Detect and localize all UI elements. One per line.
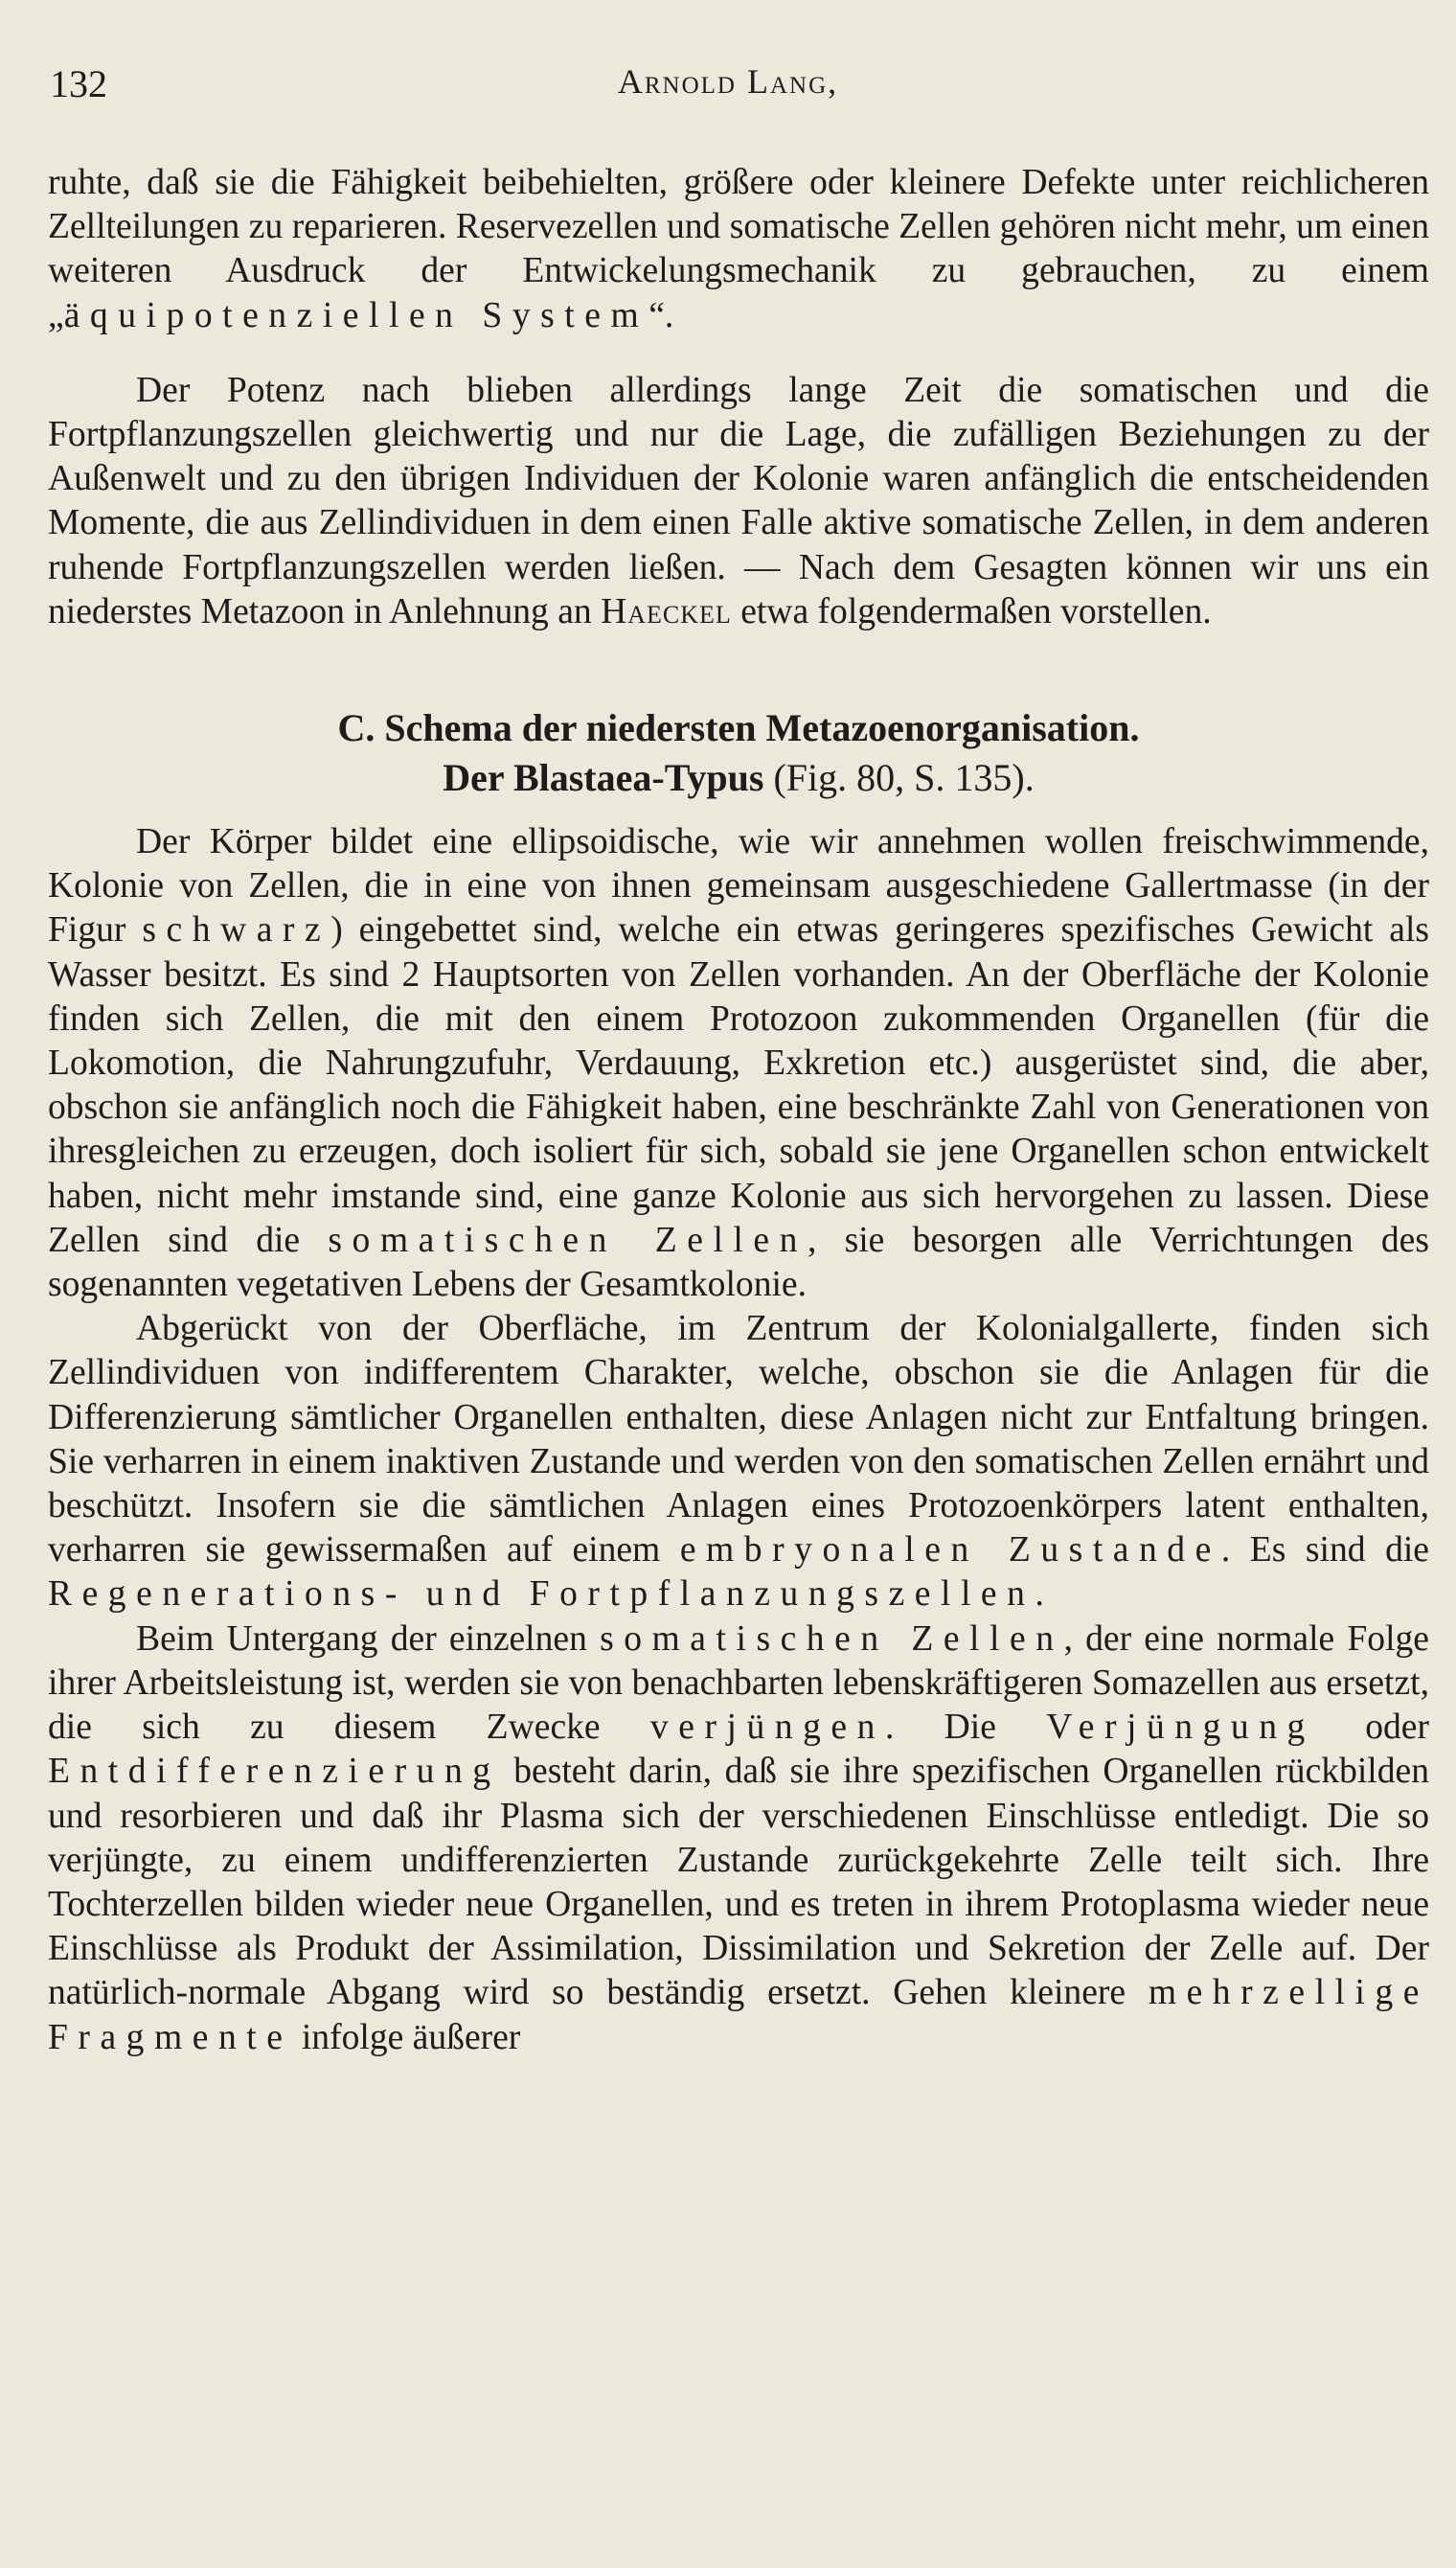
emphasis-spaced: äquipotenziellen System	[63, 295, 649, 335]
emphasis-spaced: verjüngen	[649, 1708, 885, 1748]
emphasis-spaced: somatischen Zellen	[600, 1618, 1064, 1659]
emphasis-spaced: somatischen Zellen	[328, 1220, 808, 1260]
section-subtitle: Der Blastaea-Typus	[443, 756, 764, 800]
paragraph-2	[48, 369, 1429, 634]
emphasis-spaced: embryonalen Zustande	[679, 1530, 1221, 1571]
page-header	[50, 61, 1406, 119]
text-run: , der eine normale Folge ihrer Arbeitsleistung ist, werden sie von benachbarten lebenskräftigeren Somazellen aus ersetzt, die sich zu diesem Zwecke	[48, 1618, 1429, 1748]
figure-reference: (Fig. 80, S. 135).	[773, 756, 1035, 800]
emphasis-spaced: Regenerations- und Fortpflanzungszellen	[48, 1574, 1035, 1615]
text-run: etwa folgendermaßen vorstellen.	[731, 591, 1212, 631]
text-run: “.	[648, 295, 674, 335]
text-run: . Es sind die	[1220, 1530, 1429, 1571]
text-run: . Die	[884, 1708, 1047, 1748]
text-run: besteht darin, daß sie ihre spezifischen Organellen rückbilden und resorbieren und daß ihr Plasma sich der verschiedenen Einschlüsse entledigt. Die so verjüngte, zu einem undifferenzierten Zustande zurückgekehrte Zelle teilt sich. Ihre Tochterzellen bilden wieder neue Organellen, und es treten in ihrem Protoplasma wieder neue Einschlüsse als Produkt der Assimilation, Dissimilation und Sekretion der Zelle auf. Der natürlich-normale Abgang wird so beständig ersetzt. Gehen kleinere	[48, 1752, 1429, 2013]
paragraph-4	[48, 1307, 1429, 1616]
paragraph-3	[48, 820, 1429, 1307]
page-number: 132	[50, 62, 107, 105]
emphasis-spaced: Entdifferenzierung	[48, 1752, 501, 1792]
text-run: Der Potenz nach blieben allerdings lange Zeit die somatischen und die Fortpflanzungszellen gleichwertig und nur die Lage, die zufälligen Beziehungen zu der Außenwelt und zu den übrigen Individuen der Kolonie waren anfänglich die entscheidenden Momente, die aus Zellindividuen in dem einen Falle aktive somatische Zellen, in dem anderen ruhende Fortpflanzungszellen werden ließen. — Nach dem Gesagten können wir uns ein niederstes Metazoon in Anlehnung an	[48, 370, 1429, 631]
emphasis-spaced: mehrzellige Fragmente	[48, 1973, 1429, 2057]
running-head: Arnold Lang,	[617, 62, 839, 101]
emphasis-spaced: Verjüngung	[1046, 1708, 1315, 1748]
text-run: oder	[1314, 1708, 1429, 1748]
section-title: C. Schema der niedersten Metazoenorganisation.	[337, 706, 1140, 750]
author-name: Haeckel	[601, 591, 732, 631]
section-subtitle-line	[48, 753, 1429, 803]
paragraph-5	[48, 1617, 1429, 2060]
text-run: Der Körper bildet eine ellipsoidische, wie wir annehmen wollen freischwimmende, Kolonie von Zellen, die in eine von ihnen gemeinsam ausgeschiedene Gallertmasse (in der Figur	[48, 822, 1429, 951]
text-run: Abgerückt von der Oberfläche, im Zentrum der Kolonialgallerte, finden sich Zellindividuen von indifferentem Charakter, welche, obschon sie die Anlagen für die Differenzierung sämtlicher Organellen enthalten, diese Anlagen nicht zur Entfaltung bringen. Sie verharren in einem inaktiven Zustande und werden von den somatischen Zellen ernährt und beschützt. Insofern sie die sämtlichen Anlagen eines Protozoenkörpers latent enthalten, verharren sie gewissermaßen auf einem	[48, 1309, 1429, 1571]
text-run: .	[1035, 1574, 1044, 1615]
paragraph-gap	[48, 338, 1429, 369]
page-body	[48, 161, 1429, 2060]
text-run: ruhte, daß sie die Fähigkeit beibehielten, größere oder kleinere Defekte unter reichlicheren Zellteilungen zu reparieren. Reservezellen und somatische Zellen gehören nicht mehr, um einen weiteren Ausdruck der Entwickelungsmechanik zu gebrauchen, zu einem „	[48, 163, 1429, 335]
text-run: ) eingebettet sind, welche ein etwas geringeres spezifisches Gewicht als Wasser besitzt. Es sind 2 Hauptsorten von Zellen vorhanden. An der Oberfläche der Kolonie finden sich Zellen, die mit den einem Protozoon zukommenden Organellen (für die Lokomotion, die Nahrungzufuhr, Verdauung, Exkretion etc.) ausgerüstet sind, die aber, obschon sie anfänglich noch die Fähigkeit haben, eine beschränkte Zahl von Generationen von ihresgleichen zu erzeugen, doch isoliert für sich, sobald sie jene Organellen schon entwickelt haben, nicht mehr imstande sind, eine ganze Kolonie aus sich hervorgehen zu lassen. Diese Zellen sind die	[48, 910, 1430, 1260]
paragraph-1	[48, 161, 1429, 338]
section-heading	[48, 703, 1429, 803]
text-run: , sie besorgen alle Verrichtungen des sogenannten vegetativen Lebens der Gesamtkolonie.	[48, 1220, 1429, 1305]
text-run: Beim Untergang der einzelnen	[136, 1618, 601, 1659]
emphasis-spaced: schwarz	[142, 910, 331, 951]
text-run: infolge äußerer	[292, 2017, 521, 2057]
